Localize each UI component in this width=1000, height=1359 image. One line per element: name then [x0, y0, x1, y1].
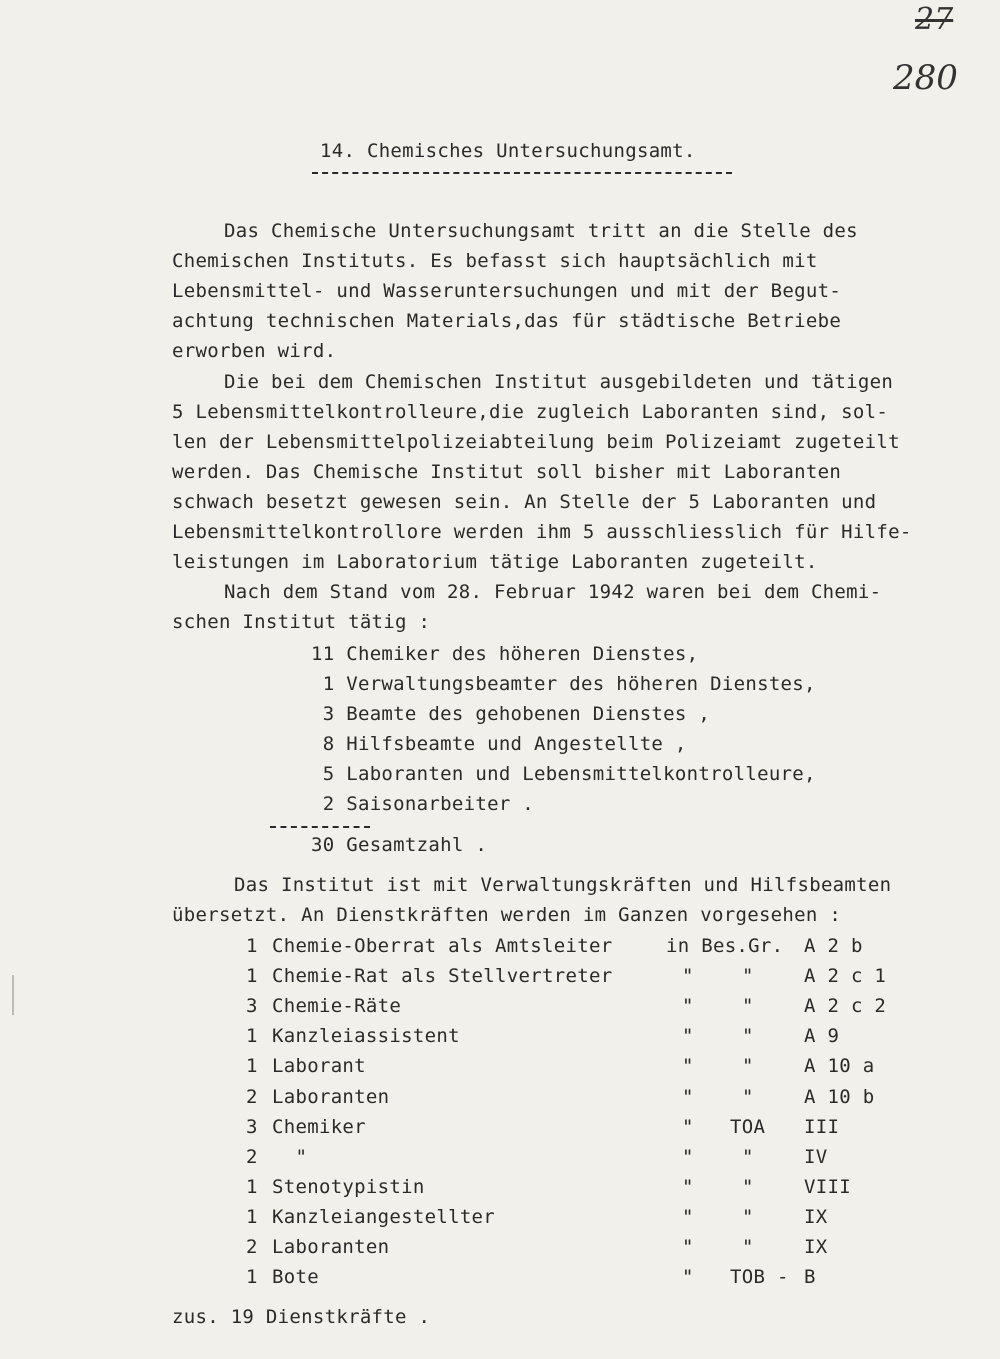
position-group-col: "	[682, 1236, 694, 1258]
position-count: 1	[246, 965, 258, 988]
para-line: übersetzt. An Dienstkräften werden im Ganzen vorgesehen :	[172, 904, 842, 926]
para-line: Das Institut ist mit Verwaltungskräften und Hilfsbeamten	[234, 874, 892, 896]
position-title: Laboranten	[272, 1236, 390, 1258]
position-grade: III	[804, 1115, 840, 1138]
position-count: 3	[246, 1115, 258, 1138]
staff-item: 3 Beamte des gehobenen Dienstes ,	[311, 703, 711, 725]
position-type-col: "	[742, 995, 754, 1018]
position-group-col: "	[682, 1175, 694, 1198]
position-count: 1	[246, 1266, 258, 1289]
position-count: 1	[246, 1175, 258, 1198]
position-grade: A 9	[804, 1025, 840, 1048]
page-number-old: 27	[915, 2, 954, 37]
position-grade: B	[804, 1266, 816, 1289]
para-line: werden. Das Chemische Institut soll bisher mit Laboranten	[172, 461, 842, 483]
position-grade: VIII	[804, 1175, 851, 1198]
para-line: Chemischen Instituts. Es befasst sich hauptsächlich mit	[172, 250, 818, 272]
position-type-col: TOA	[730, 1115, 766, 1138]
para-line: schen Institut tätig :	[172, 611, 431, 633]
para-line: len der Lebensmittelpolizeiabteilung beim Polizeiamt zugeteilt	[172, 431, 900, 453]
staff-item: 11 Chemiker des höheren Dienstes,	[311, 643, 699, 665]
position-group-col: "	[682, 1085, 694, 1108]
para-line: Das Chemische Untersuchungsamt tritt an die Stelle des	[224, 220, 858, 242]
position-title: Stenotypistin	[272, 1175, 425, 1198]
para-line: schwach besetzt gewesen sein. An Stelle der 5 Laboranten und	[172, 491, 877, 513]
position-grade: A 2 c 2	[804, 995, 887, 1018]
para-line: Lebensmittelkontrollore werden ihm 5 ausschliesslich für Hilfe-	[172, 521, 912, 543]
position-type-col: "	[742, 1085, 754, 1108]
para-line: Die bei dem Chemischen Institut ausgebildeten und tätigen	[224, 371, 894, 393]
position-title: Chemie-Oberrat als Amtsleiter	[272, 935, 613, 957]
position-group-col: "	[682, 1115, 694, 1138]
position-title: Bote	[272, 1266, 319, 1289]
para-line: erworben wird.	[172, 340, 337, 362]
para-line: achtung technischen Materials,das für städtische Betriebe	[172, 310, 842, 332]
staff-item: 1 Verwaltungsbeamter des höheren Dienstes,	[311, 673, 816, 695]
position-group-col: "	[682, 1205, 694, 1228]
position-count: 1	[246, 935, 258, 957]
position-count: 2	[246, 1236, 258, 1258]
position-group-col: "	[682, 1025, 694, 1048]
staff-total: 30 Gesamtzahl .	[311, 834, 488, 856]
position-type-col: TOB -	[730, 1266, 789, 1289]
position-type-col: "	[742, 1175, 754, 1198]
position-group-col: "	[682, 1145, 694, 1168]
position-count: 2	[246, 1085, 258, 1108]
position-group-col: "	[682, 1055, 694, 1078]
position-count: 1	[246, 1025, 258, 1048]
position-group-col: "	[682, 995, 694, 1018]
title-underline	[312, 172, 732, 174]
position-title: Laboranten	[272, 1085, 390, 1108]
sum-rule	[270, 826, 370, 828]
position-type-col: "	[742, 1205, 754, 1228]
position-count: 2	[246, 1145, 258, 1168]
position-grade: IX	[804, 1236, 828, 1258]
position-type-col: "	[742, 965, 754, 988]
position-title: Chemie-Rat als Stellvertreter	[272, 965, 613, 988]
position-grade: A 2 c 1	[804, 965, 887, 988]
position-count: 1	[246, 1055, 258, 1078]
position-group-col: "	[682, 965, 694, 988]
position-grade: A 10 b	[804, 1085, 875, 1108]
position-title: Chemiker	[272, 1115, 366, 1138]
para-line: leistungen im Laboratorium tätige Laboranten zugeteilt.	[172, 551, 818, 573]
para-line: 5 Lebensmittelkontrolleure,die zugleich Laboranten sind, sol-	[172, 401, 889, 423]
section-title: 14. Chemisches Untersuchungsamt.	[320, 140, 696, 162]
position-grade: IV	[804, 1145, 828, 1168]
position-group-col: "	[682, 1266, 694, 1289]
para-line: Lebensmittel- und Wasseruntersuchungen und mit der Begut-	[172, 280, 842, 302]
position-count: 1	[246, 1205, 258, 1228]
staff-item: 8 Hilfsbeamte und Angestellte ,	[311, 733, 687, 755]
position-grade: IX	[804, 1205, 828, 1228]
position-title: Kanzleiangestellter	[272, 1205, 496, 1228]
position-count: 3	[246, 995, 258, 1018]
margin-mark	[12, 975, 14, 1015]
position-title: Chemie-Räte	[272, 995, 402, 1018]
position-type-col: "	[742, 1055, 754, 1078]
staff-item: 2 Saisonarbeiter .	[311, 793, 535, 815]
position-grade: A 2 b	[804, 935, 863, 957]
position-grade: A 10 a	[804, 1055, 875, 1078]
position-type-col: "	[742, 1236, 754, 1258]
position-title: "	[272, 1145, 308, 1168]
position-title: Kanzleiassistent	[272, 1025, 460, 1048]
position-type-col: "	[742, 1025, 754, 1048]
page-number-new: 280	[893, 58, 958, 98]
position-title: Laborant	[272, 1055, 366, 1078]
position-group-col: in Bes.Gr.	[666, 935, 784, 957]
para-line: Nach dem Stand vom 28. Februar 1942 waren bei dem Chemi-	[224, 581, 882, 603]
position-type-col: "	[742, 1145, 754, 1168]
staff-item: 5 Laboranten und Lebensmittelkontrolleure,	[311, 763, 816, 785]
total-line: zus. 19 Dienstkräfte .	[172, 1306, 431, 1328]
